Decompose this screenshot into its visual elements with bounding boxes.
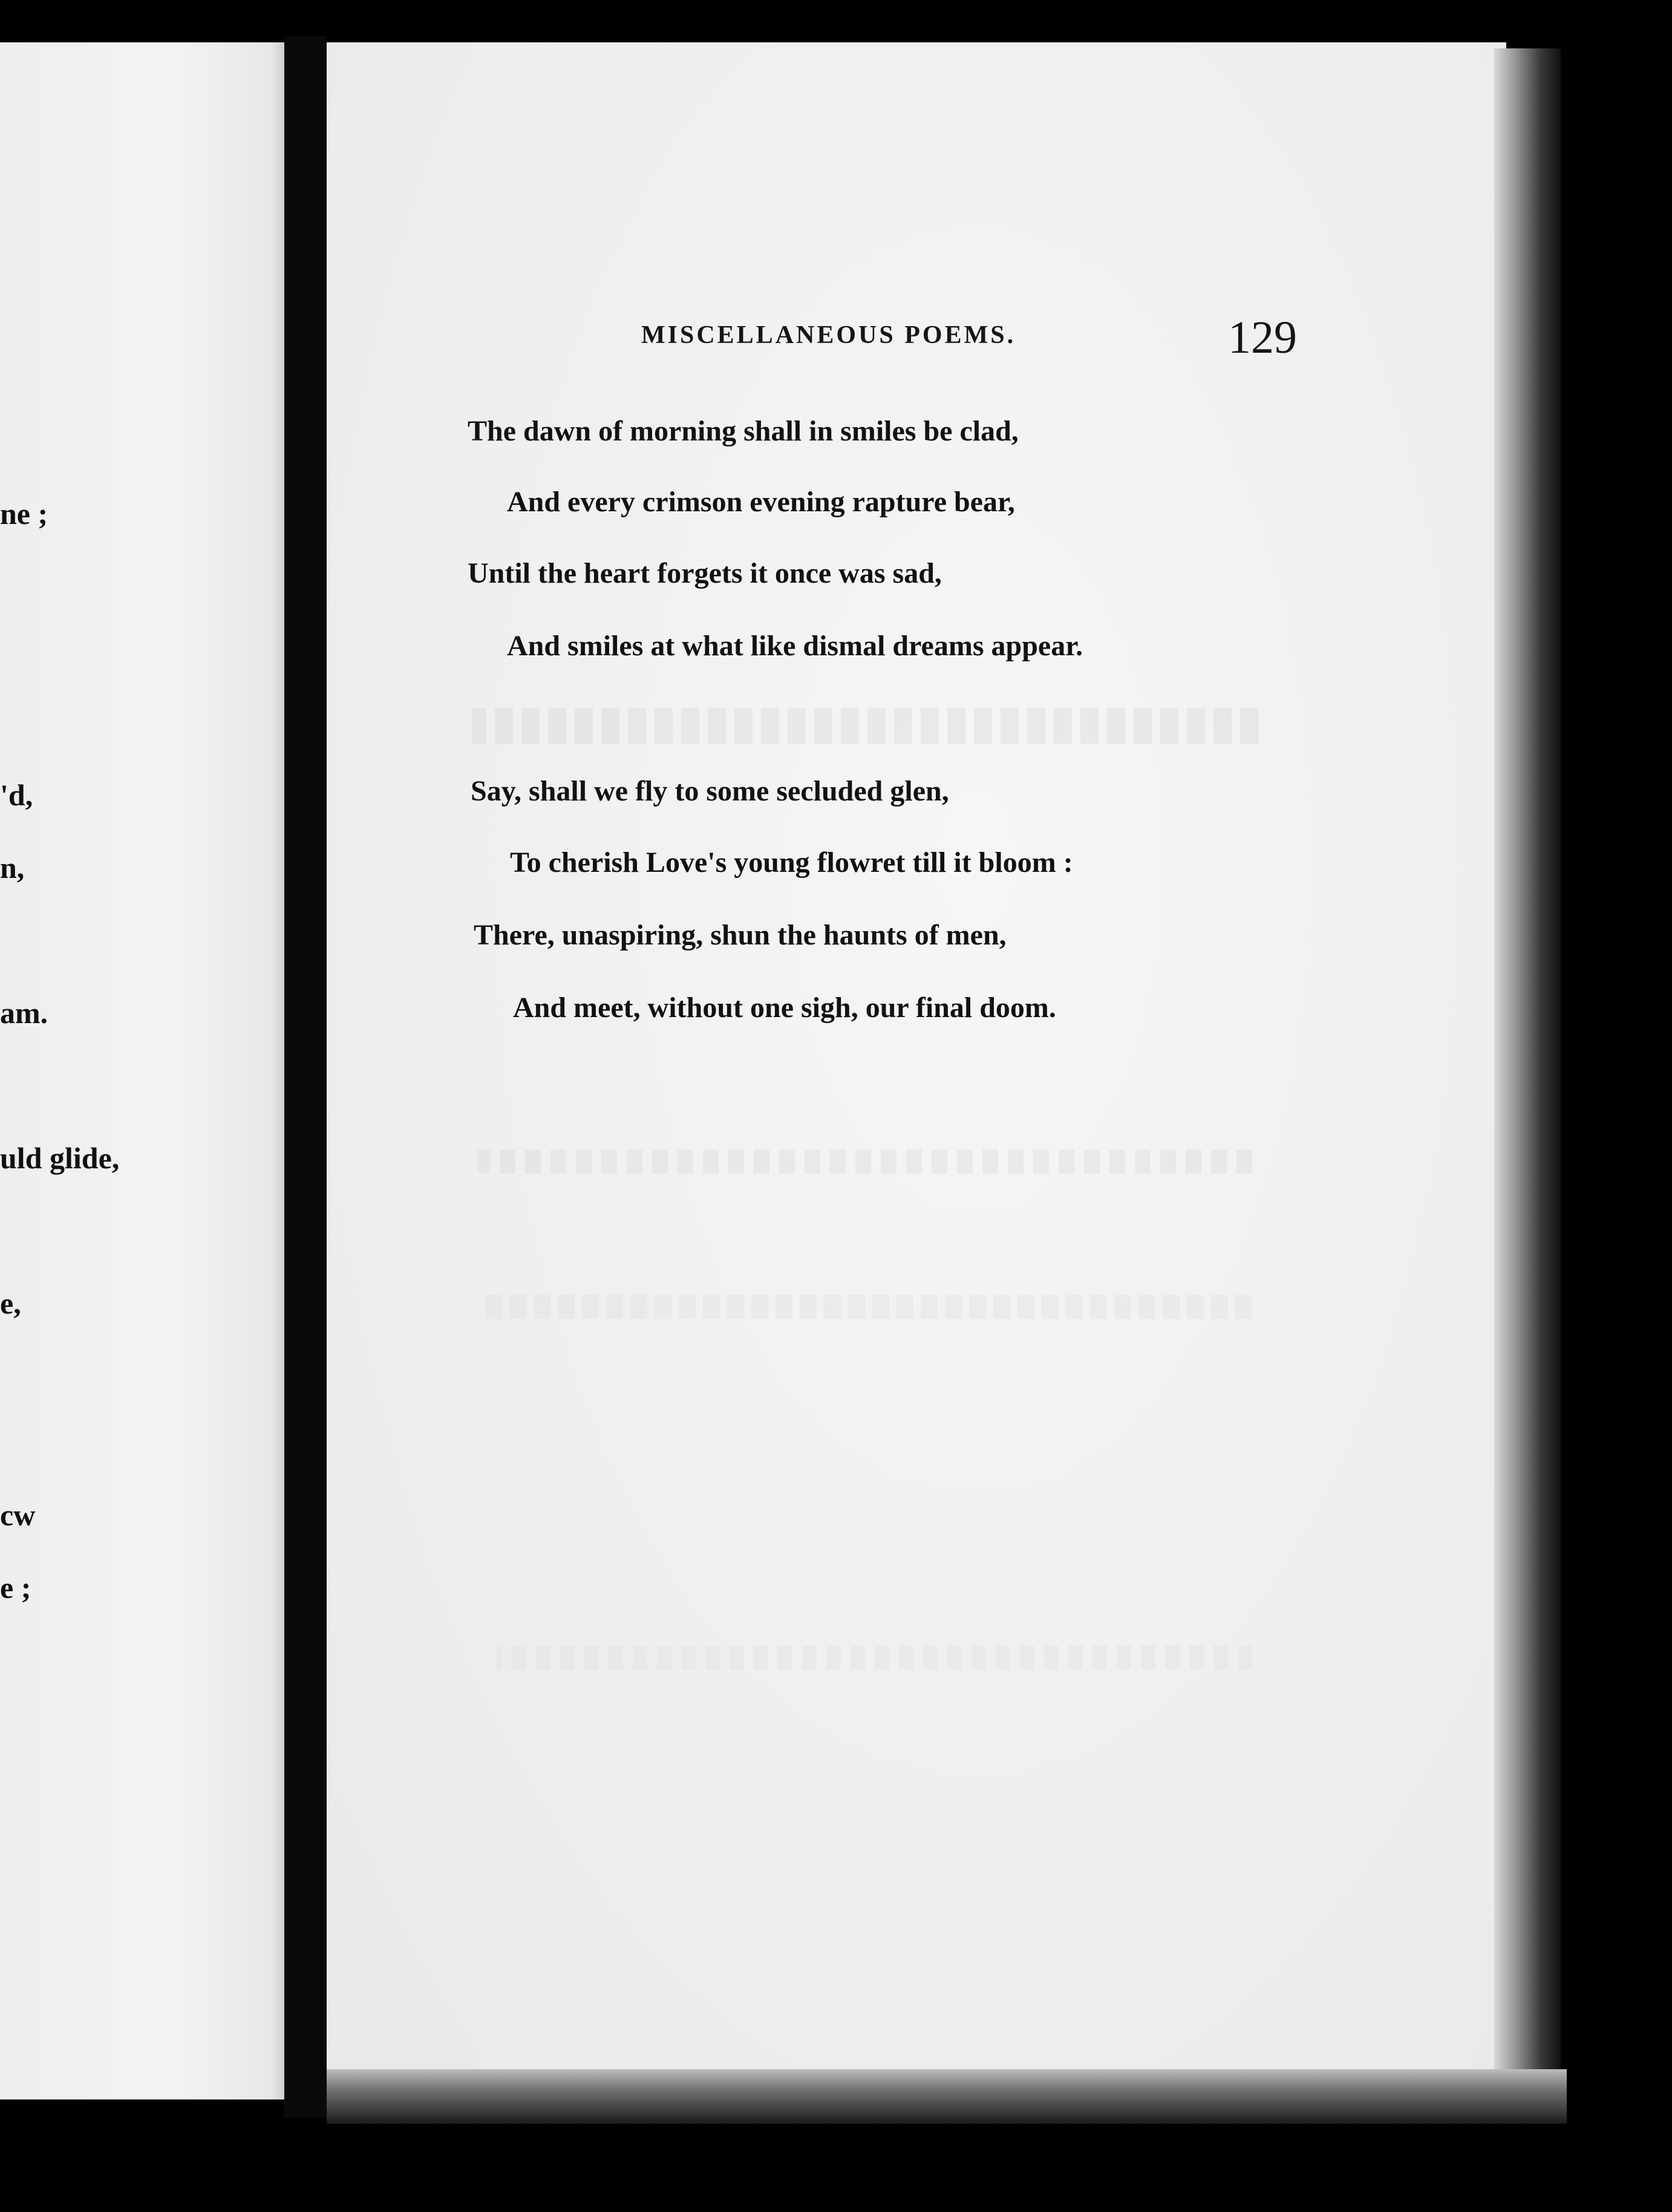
page-number: 129 (1228, 312, 1297, 363)
left-page (0, 42, 284, 2099)
left-page-fragment: ne ; (0, 497, 48, 531)
bleed-through-mark (478, 1150, 1252, 1174)
page-bottom-shadow (327, 2069, 1567, 2124)
left-page-fragment: cw (0, 1498, 36, 1532)
bleed-through-mark (496, 1646, 1252, 1670)
left-page-fragment: e, (0, 1286, 21, 1320)
poem-line: Say, shall we fly to some secluded glen, (471, 775, 949, 807)
poem-line: And smiles at what like dismal dreams appear. (507, 630, 1083, 662)
page-edge-shadow (1494, 48, 1561, 2106)
book-gutter (284, 36, 327, 2118)
left-page-fragment: 'd, (0, 778, 33, 812)
bleed-through-mark (484, 1295, 1252, 1319)
poem-line: The dawn of morning shall in smiles be clad, (468, 415, 1019, 447)
left-page-fragment: uld glide, (0, 1141, 120, 1175)
left-page-fragment: n, (0, 851, 25, 885)
poem-line: And every crimson evening rapture bear, (507, 486, 1015, 518)
poem-line: Until the heart forgets it once was sad, (468, 557, 942, 589)
poem-line: And meet, without one sigh, our final doom. (513, 992, 1056, 1024)
bleed-through-mark (472, 708, 1258, 744)
poem-line: To cherish Love's young flowret till it bloom : (510, 846, 1073, 879)
running-header: MISCELLANEOUS POEMS. (641, 321, 1016, 349)
left-page-fragment: am. (0, 996, 48, 1030)
poem-line: There, unaspiring, shun the haunts of men, (474, 919, 1007, 951)
left-page-fragment: e ; (0, 1571, 31, 1605)
